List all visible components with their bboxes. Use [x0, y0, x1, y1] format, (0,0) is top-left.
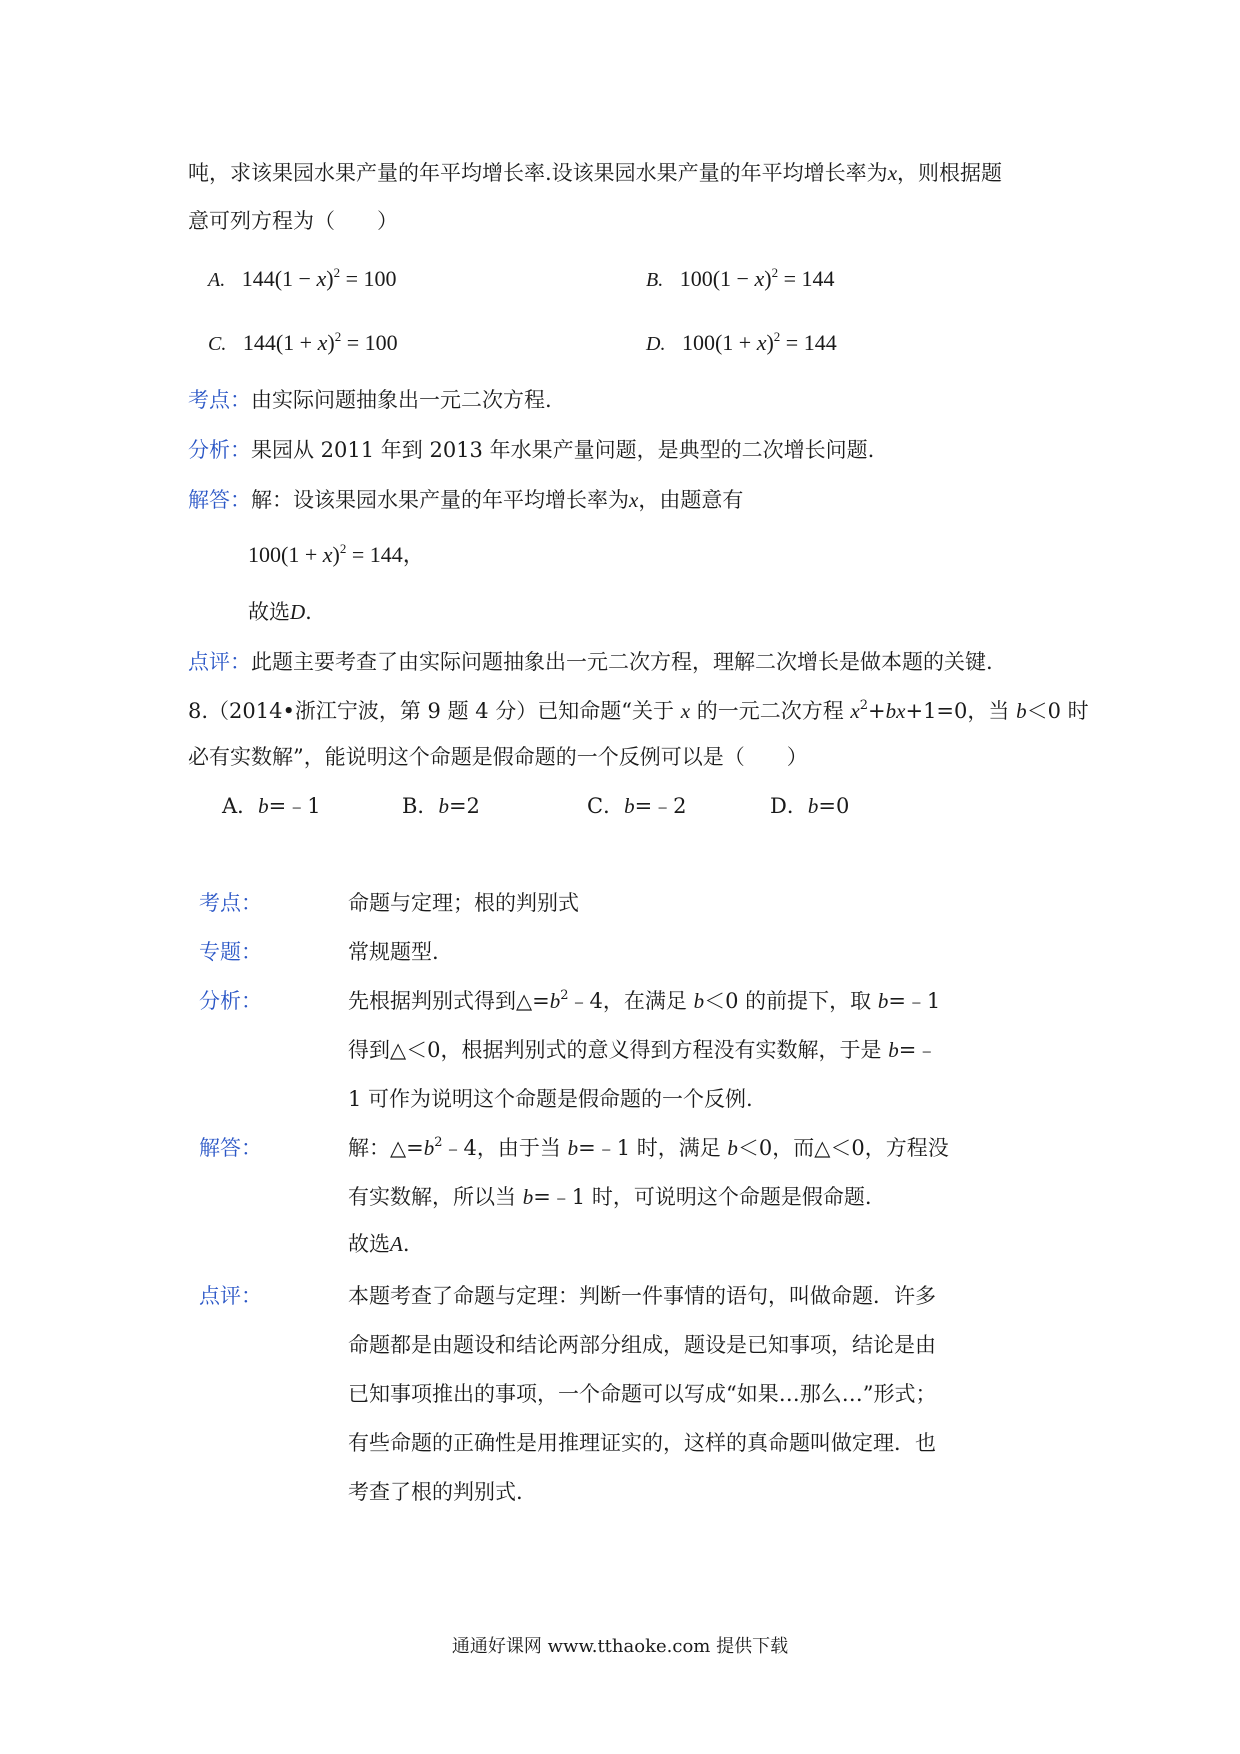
q8-option-d: D．b=0: [770, 794, 850, 818]
q8-dianping-line2: 命题都是由题设和结论两部分组成，题设是已知事项，结论是由: [348, 1333, 936, 1357]
q8-option-b: B．b=2: [402, 794, 480, 818]
q8-jieda-label: 解答：: [199, 1136, 262, 1160]
q7-option-a: A. $144(1 - x)^2 = 100$: [208, 265, 397, 291]
q8-kaodian-text: 命题与定理；根的判别式: [348, 891, 579, 915]
q8-fenxi-line1: 先根据判别式得到$\triangle=b^2﹣4$，在满足 b＜0 的前提下，取 b=﹣1: [348, 988, 941, 1013]
q8-zhuanti-label: 专题：: [199, 940, 262, 964]
q8-dianping-line5: 考查了根的判别式.: [348, 1480, 523, 1504]
q7-option-c: C. $144(1 + x)^2 = 100$: [208, 329, 398, 355]
q8-zhuanti-text: 常规题型.: [348, 940, 439, 964]
q8-fenxi-line2: 得到△＜0，根据判别式的意义得到方程没有实数解，于是 b=﹣: [348, 1038, 938, 1062]
q8-jieda-line1: 解：$\triangle=b^2﹣4$，由于当 b=﹣1 时，满足 b＜0，而△＜0，方程没: [348, 1135, 949, 1160]
q7-dianping: 点评：此题主要考查了由实际问题抽象出一元二次方程，理解二次增长是做本题的关键.: [188, 650, 993, 674]
page-footer: 通通好课网 www.tthaoke.com 提供下载: [451, 1636, 789, 1657]
q7-stem-line1: 吨，求该果园水果产量的年平均增长率.设该果园水果产量的年平均增长率为x，则根据题: [188, 161, 1003, 185]
q8-dianping-label: 点评：: [199, 1284, 262, 1308]
q8-jieda-line2: 有实数解，所以当 b=﹣1 时，可说明这个命题是假命题.: [348, 1185, 872, 1209]
q8-dianping-line3: 已知事项推出的事项，一个命题可以写成“如果…那么…”形式；: [348, 1382, 937, 1406]
q7-equation: $100(1 + x)^2 = 144$，: [248, 541, 425, 567]
q8-jieda-line3: 故选A.: [348, 1232, 410, 1256]
q8-fenxi-label: 分析：: [199, 989, 262, 1013]
q7-option-b: B. $100(1 - x)^2 = 144$: [646, 265, 835, 291]
q8-stem-line2: 必有实数解”，能说明这个命题是假命题的一个反例可以是（ ）: [188, 745, 808, 769]
q8-dianping-line4: 有些命题的正确性是用推理证实的，这样的真命题叫做定理．也: [348, 1431, 936, 1455]
q8-dianping-line1: 本题考查了命题与定理：判断一件事情的语句，叫做命题．许多: [348, 1284, 936, 1308]
q8-fenxi-line3: 1 可作为说明这个命题是假命题的一个反例.: [348, 1087, 753, 1111]
q7-stem-line2: 意可列方程为（ ）: [188, 209, 398, 233]
q7-option-d: D. $100(1 + x)^2 = 144$: [646, 329, 837, 355]
q7-kaodian: 考点：由实际问题抽象出一元二次方程.: [188, 388, 552, 412]
q7-jieda: 解答：解：设该果园水果产量的年平均增长率为x，由题意有: [188, 488, 744, 512]
q8-option-c: C．b=﹣2: [587, 794, 687, 818]
q8-kaodian-label: 考点：: [199, 891, 262, 915]
q7-fenxi: 分析：果园从 2011 年到 2013 年水果产量问题，是典型的二次增长问题.: [188, 438, 875, 462]
q7-choose: 故选D.: [248, 600, 312, 624]
q8-stem-line1: 8.（2014•浙江宁波，第 9 题 4 分）已知命题“关于 x 的一元二次方程 $x^2+bx+1=0$，当 b＜0 时: [188, 698, 1089, 723]
q8-option-a: A．b=﹣1: [222, 794, 321, 818]
